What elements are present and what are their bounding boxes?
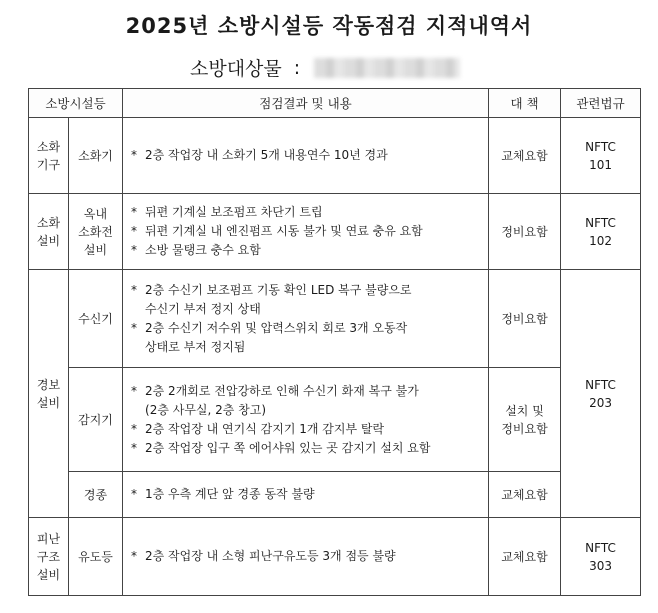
result-item-continuation: 수신기 부저 정지 상태: [145, 301, 261, 316]
code-label: NFTC 101: [585, 139, 616, 172]
target-label: 소방대상물: [190, 58, 282, 80]
category-label: 피난 구조 설비: [36, 531, 61, 582]
subcategory-cell: [69, 194, 123, 270]
category-cell: [29, 518, 69, 596]
result-item-continuation: 상태로 부저 정지됨: [145, 339, 246, 354]
result-item: * 2층 작업장 내 소화기 5개 내용연수 10년 경과: [131, 146, 482, 165]
subcategory-label: 옥내 소화전 설비: [78, 206, 113, 257]
header-action: 대 책: [489, 89, 561, 118]
subcategory-cell: [69, 472, 123, 518]
redacted-name: [314, 58, 460, 78]
table-row: [29, 270, 641, 368]
code-cell: [561, 270, 641, 518]
table-header-row: [29, 89, 641, 118]
result-item: * 소방 물탱크 충수 요함: [131, 241, 482, 260]
category-cell: [29, 118, 69, 194]
subcategory-cell: [69, 368, 123, 472]
action-cell: [489, 368, 561, 472]
category-label: 소화 기구: [36, 139, 61, 172]
result-item: * 뒤편 기계실 보조펌프 차단기 트립: [131, 203, 482, 222]
subcategory-label: 소화기: [78, 148, 113, 163]
subcategory-label: 경종: [83, 487, 108, 502]
target-line: [190, 54, 460, 81]
result-item: * 2층 수신기 보조펌프 기동 확인 LED 복구 불량으로: [131, 281, 482, 300]
subcategory-cell: [69, 118, 123, 194]
subcategory-cell: [69, 518, 123, 596]
result-cell: [123, 472, 489, 518]
subcategory-label: 수신기: [78, 311, 113, 326]
action-label: 교체요함: [501, 549, 548, 564]
subcategory-label: 유도등: [78, 549, 113, 564]
result-cell: [123, 518, 489, 596]
code-cell: [561, 118, 641, 194]
result-item-continuation: (2층 사무실, 2층 창고): [145, 402, 267, 417]
result-item: * 2층 2개회로 전압강하로 인해 수신기 화재 복구 불가: [131, 382, 482, 401]
colon-separator: :: [293, 56, 301, 79]
header-result: 점검결과 및 내용: [123, 89, 489, 118]
result-cell: [123, 118, 489, 194]
action-cell: [489, 270, 561, 368]
result-item: * 뒤편 기계실 내 엔진펌프 시동 불가 및 연료 충유 요함: [131, 222, 482, 241]
table-row: [29, 368, 641, 472]
result-item: * 2층 작업장 내 소형 피난구유도등 3개 점등 불량: [131, 547, 482, 566]
table-row: [29, 472, 641, 518]
category-label: 경보 설비: [36, 377, 61, 410]
action-label: 설치 및 정비요함: [501, 403, 548, 436]
code-cell: [561, 518, 641, 596]
code-label: NFTC 303: [585, 540, 616, 573]
category-cell: [29, 270, 69, 518]
result-item: * 1층 우측 계단 앞 경종 동작 불량: [131, 485, 482, 504]
result-cell: [123, 270, 489, 368]
table-row: [29, 118, 641, 194]
code-cell: [561, 194, 641, 270]
table-row: [29, 194, 641, 270]
code-label: NFTC 203: [585, 377, 616, 410]
action-cell: [489, 518, 561, 596]
action-label: 정비요함: [501, 311, 548, 326]
action-cell: [489, 472, 561, 518]
subcategory-cell: [69, 270, 123, 368]
result-item: * 2층 수신기 저수위 및 압력스위치 회로 3개 오동작: [131, 319, 482, 338]
code-label: NFTC 102: [585, 215, 616, 248]
document-title: 2025년 소방시설등 작동점검 지적내역서: [125, 14, 533, 38]
action-label: 교체요함: [501, 148, 548, 163]
header-category: 소방시설등: [29, 89, 123, 118]
result-item: * 2층 작업장 내 연기식 감지기 1개 감지부 탈락: [131, 420, 482, 439]
category-label: 소화 설비: [36, 215, 61, 248]
action-label: 교체요함: [501, 487, 548, 502]
subcategory-label: 감지기: [78, 412, 113, 427]
inspection-table: [28, 88, 641, 596]
result-cell: [123, 368, 489, 472]
action-cell: [489, 194, 561, 270]
header-code: 관련법규: [561, 89, 641, 118]
result-cell: [123, 194, 489, 270]
table-row: [29, 518, 641, 596]
result-item: * 2층 작업장 입구 쪽 에어샤워 있는 곳 감지기 설치 요함: [131, 439, 482, 458]
action-cell: [489, 118, 561, 194]
action-label: 정비요함: [501, 224, 548, 239]
category-cell: [29, 194, 69, 270]
